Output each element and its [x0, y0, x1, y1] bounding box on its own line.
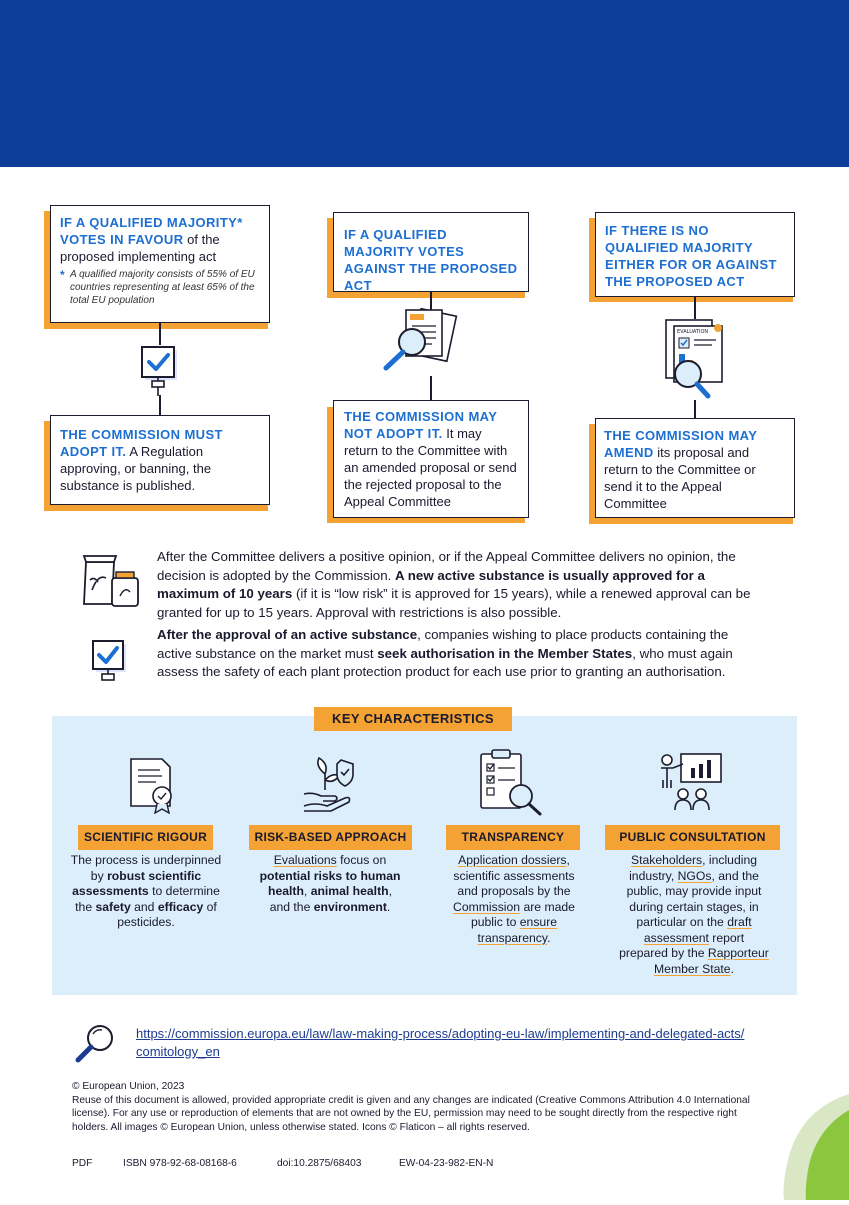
footnote [60, 268, 260, 307]
connector-line [159, 323, 161, 345]
desc-text: focus on [340, 853, 387, 867]
reference-link-line-1[interactable]: https://commission.europa.eu/law/law-making-process/adopting-eu-law/implementing-and-delegated-acts/ [136, 1026, 745, 1041]
desc-public-consultation [618, 853, 770, 977]
desc-bold: safety [95, 899, 131, 914]
desc-bold: animal health [310, 884, 389, 898]
desc-bold: environment [313, 899, 387, 914]
paragraph-adoption [157, 548, 752, 622]
certificate-icon [128, 756, 178, 814]
reuse-notice: Reuse of this document is allowed, provided appropriate credit is given and any changes are indicated (Creative Commons Attribution 4.0 International license). For any use or reproduction of elements that are not owned by the EU, permission may need to be sought directly from the respective right holders. All images © European Union, unless otherwise stated. Icons © Flaticon – all rights reserved. [72, 1094, 750, 1133]
reference-link-line-2[interactable]: comitology_en [136, 1044, 220, 1059]
card-highlight: THE COMMISSION MUST ADOPT IT. [60, 427, 223, 459]
footnote-text: A qualified majority consists of 55% of EU countries representing at least 65% of the total EU population [70, 269, 255, 306]
desc-text: report prepared by the [619, 930, 745, 960]
desc-text: and [134, 899, 155, 914]
result-card-reject [333, 400, 529, 518]
connector-line [694, 400, 696, 418]
paragraph-text: , who must again assess the safety of each plant protection product for each use prior to granting an authorisation. [157, 645, 733, 679]
footer-legal [72, 1080, 772, 1134]
card-highlight-2: VOTES IN FAVOUR [60, 232, 184, 247]
desc-text: , scientific assessments and proposals by the [453, 853, 575, 898]
card-text: of the proposed implementing act [60, 232, 220, 264]
result-card-amend [595, 418, 795, 518]
desc-text: . [730, 961, 734, 976]
chip-scientific-rigour: SCIENTIFIC RIGOUR [78, 825, 213, 850]
desc-text: The process is underpinned by [70, 853, 222, 883]
desc-bold: robust scientific assessments [72, 868, 202, 898]
flow-card-favour [50, 205, 270, 323]
card-highlight: IF THERE IS NO QUALIFIED MAJORITY EITHER FOR OR AGAINST THE PROPOSED ACT [605, 223, 777, 289]
chip-transparency: TRANSPARENCY [446, 825, 580, 850]
desc-bold: potential risks to human health [259, 868, 401, 898]
paragraph-text: , companies wishing to place products containing the active substance on the market must [157, 627, 729, 661]
desc-text: , including industry, [629, 853, 758, 883]
card-text: A Regulation approving, or banning, the substance is published. [60, 444, 212, 493]
flow-card-against [333, 212, 529, 292]
paragraph-bold: seek authorisation in the Member States [377, 645, 633, 661]
paragraph-text: After the Committee delivers a positive opinion, or if the Appeal Committee delivers no opinion, the decision is adopted by the Commission. [157, 549, 736, 583]
card-highlight: IF A QUALIFIED MAJORITY VOTES AGAINST THE PROPOSED ACT [344, 227, 518, 293]
card-highlight: THE COMMISSION MAY NOT ADOPT IT. [344, 409, 498, 441]
doi: doi:10.2875/68403 [277, 1158, 362, 1169]
desc-text: , [303, 884, 308, 898]
desc-bold: efficacy [157, 899, 204, 914]
result-card-adopt [50, 415, 270, 505]
card-highlight: THE COMMISSION MAY AMEND [604, 428, 758, 460]
desc-text: . [386, 899, 391, 914]
desc-bold: ensure transparency [477, 915, 558, 945]
desc-bold: draft assessment [643, 915, 752, 945]
presentation-audience-icon [655, 750, 725, 812]
desc-scientific-rigour [68, 853, 224, 931]
paragraph-text: (if it is “low risk” it is approved for 15 years), while a renewed approval can be granted for up to 15 years. Approval with restrictions is also possible. [157, 586, 751, 620]
leaf-decoration [770, 1090, 849, 1200]
desc-bold: Stakeholders [630, 853, 703, 867]
evaluation-report-icon [652, 316, 732, 402]
documents-magnifier-icon [376, 306, 472, 376]
chip-public-consultation: PUBLIC CONSULTATION [605, 825, 780, 850]
desc-transparency [444, 853, 584, 946]
connector-line [430, 376, 432, 400]
desc-bold: Application dossiers [458, 853, 567, 867]
connector-line [159, 395, 161, 415]
isbn: ISBN 978-92-68-08168-6 [123, 1158, 237, 1169]
format-label: PDF [72, 1158, 93, 1169]
key-characteristics-title: KEY CHARACTERISTICS [314, 707, 512, 731]
desc-text: . [547, 930, 551, 945]
plant-shield-hand-icon [301, 756, 361, 812]
clipboard-magnifier-icon [477, 748, 545, 816]
desc-text: of pesticides. [117, 899, 217, 929]
desc-bold: Commission [453, 899, 521, 914]
card-text: It may return to the Committee with an amended proposal or send the rejected proposal to the Appeal Committee [344, 426, 517, 509]
paragraph-authorisation [157, 626, 757, 682]
desc-risk-based-approach [258, 853, 402, 915]
footnote-star: * [60, 268, 65, 282]
pesticide-products-icon [78, 552, 142, 608]
reference-link[interactable] [136, 1025, 776, 1061]
evaluation-label: EVALUATION [677, 329, 709, 335]
flow-card-no-majority [595, 212, 795, 297]
desc-text: are made public to [470, 899, 575, 929]
desc-text: , and the [269, 884, 392, 914]
header-banner [0, 0, 849, 167]
desc-bold: NGOs [677, 868, 712, 883]
card-highlight: IF A QUALIFIED MAJORITY* [60, 215, 243, 230]
paragraph-bold: After the approval of an active substance [157, 627, 418, 642]
magnifier-icon [74, 1022, 118, 1064]
catalogue-number: EW-04-23-982-EN-N [399, 1158, 494, 1169]
paragraph-bold: A new active substance is usually approved for a maximum of 10 years [157, 567, 705, 601]
copyright: © European Union, 2023 [72, 1081, 185, 1092]
desc-bold: Rapporteur Member State [654, 946, 769, 976]
checkbox-icon [90, 638, 130, 686]
desc-text: to determine the [75, 884, 220, 914]
desc-text: , and the public, may provide input during certain stages, in particular on the [626, 868, 762, 929]
chip-risk-based-approach: RISK-BASED APPROACH [249, 825, 412, 850]
desc-bold: Evaluations [273, 853, 337, 867]
checkbox-icon [139, 344, 181, 396]
card-text: its proposal and return to the Committee or send it to the Appeal Committee [604, 445, 756, 511]
